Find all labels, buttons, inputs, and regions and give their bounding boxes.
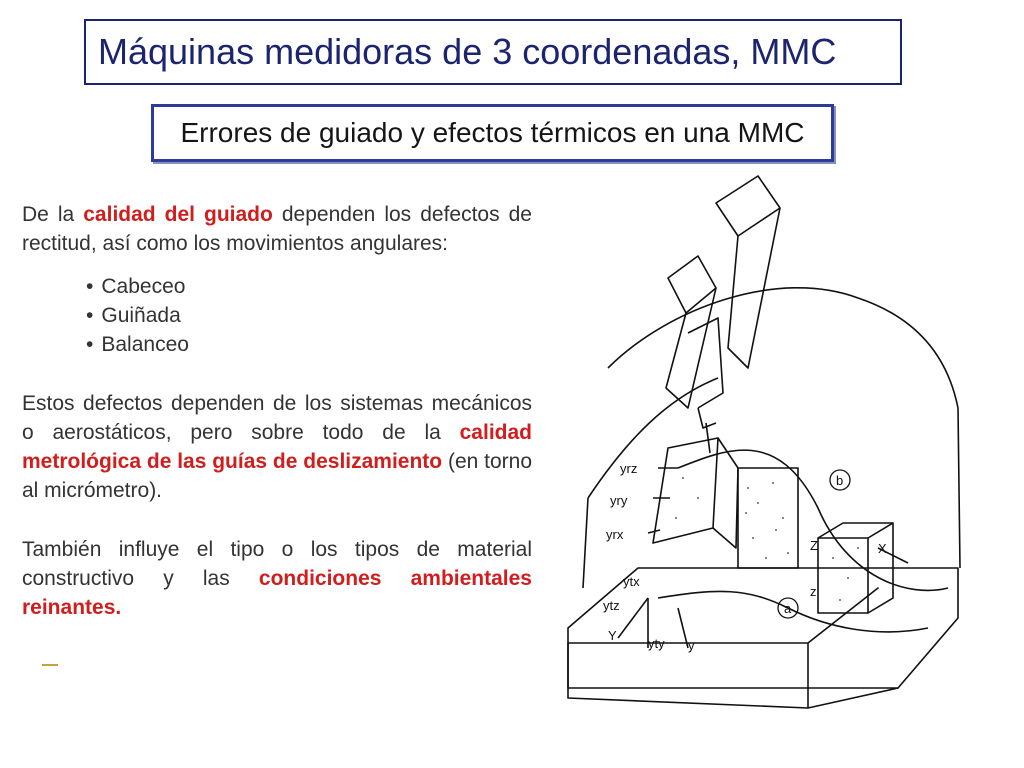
label-ytx: ytx: [623, 574, 640, 589]
decorative-dash: [42, 664, 58, 666]
label-yry: yry: [610, 493, 628, 508]
slide-title-text: Máquinas medidoras de 3 coordenadas, MMC: [98, 31, 837, 72]
label-Z: Z: [810, 538, 818, 553]
label-yty: yty: [648, 636, 665, 651]
base-bottom: [568, 643, 898, 708]
label-b: b: [836, 473, 844, 488]
bridge-left-leg: [583, 498, 588, 588]
label-X: X: [878, 541, 887, 556]
label-yrz: yrz: [620, 461, 638, 476]
p3-highlight: condiciones ambientales reinantes.: [22, 567, 532, 619]
head-side: [666, 288, 716, 408]
bridge-left-curve: [588, 378, 718, 498]
cmm-diagram: [548, 168, 1018, 740]
probe-stylus: [706, 423, 710, 453]
lower-curve: [658, 591, 928, 631]
paragraph-defectos: [22, 389, 532, 505]
axis-y-arrow: [618, 598, 648, 638]
body-text: [22, 200, 532, 622]
paragraph-material: [22, 535, 532, 622]
slide-subtitle: [151, 104, 834, 162]
ram-top: [716, 176, 780, 236]
p2-highlight: calidad metrológica de las guías de deslizamiento: [22, 421, 532, 473]
movement-list: [86, 272, 532, 359]
p1-post: dependen los defectos de rectitud, así como los movimientos angulares:: [22, 203, 532, 255]
p3-pre: También influye el tipo o los tipos de material constructivo y las: [22, 538, 532, 590]
slide-subtitle-text: Errores de guiado y efectos térmicos en una MMC: [180, 117, 805, 148]
list-item: • Balanceo: [86, 330, 532, 359]
label-z: z: [810, 584, 817, 599]
p1-pre: De la: [22, 203, 84, 226]
p2-pre: Estos defectos dependen de los sistemas mecánicos o aerostáticos, pero sobre todo de la: [22, 392, 532, 444]
label-yrx: yrx: [606, 527, 624, 542]
guide-block: [738, 468, 798, 568]
axis-x-small: [678, 608, 688, 648]
wedge-face: [653, 438, 718, 543]
curved-guide: [678, 450, 948, 590]
label-a: a: [784, 601, 792, 616]
cmm-diagram-svg: [548, 168, 1018, 740]
list-item: • Guiñada: [86, 301, 532, 330]
paragraph-guiado: [22, 200, 532, 258]
label-y: y: [688, 638, 695, 653]
p1-highlight: calidad del guiado: [83, 203, 273, 226]
p2-post: (en torno al micrómetro).: [22, 450, 533, 502]
slide-title: [84, 19, 902, 85]
label-ytz: ytz: [603, 598, 620, 613]
label-Y: Y: [608, 628, 617, 643]
stipple: [675, 477, 884, 601]
list-item: • Cabeceo: [86, 272, 532, 301]
bridge-outline: [608, 288, 960, 568]
